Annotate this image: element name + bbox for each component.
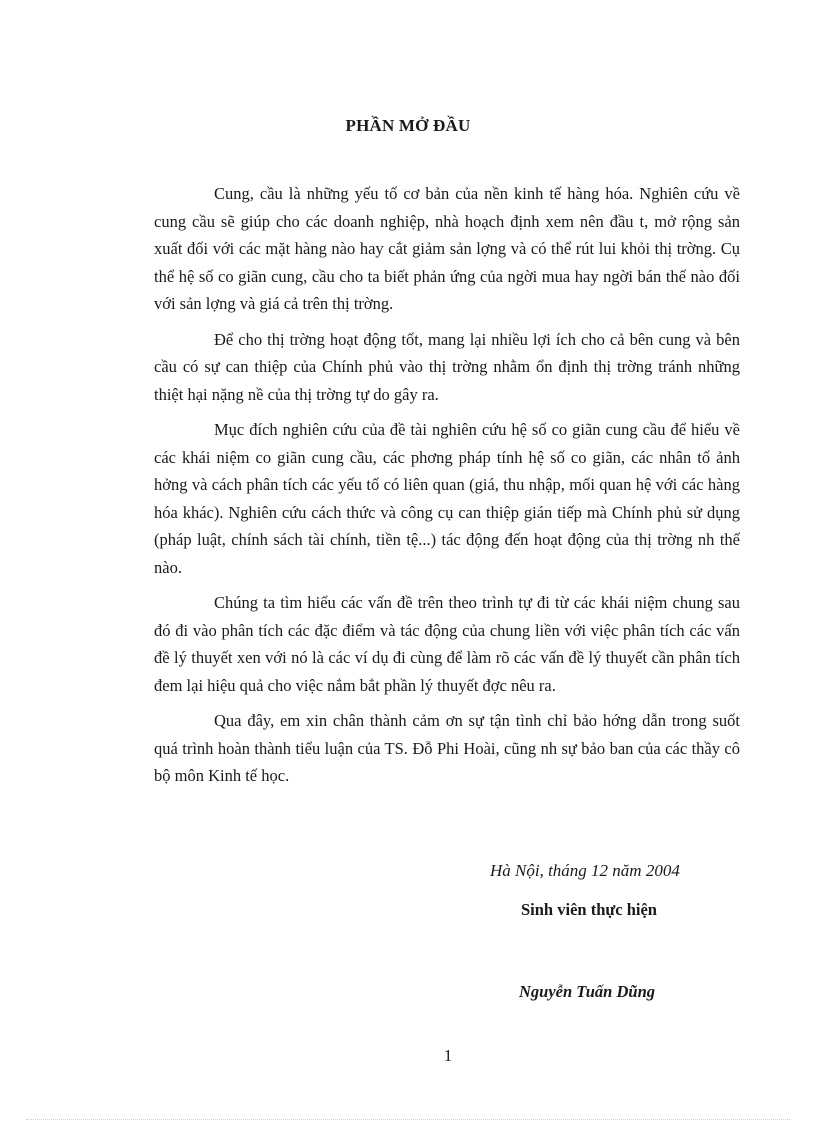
body-text xyxy=(154,180,740,798)
paragraph-intro: Cung, cầu là những yếu tố cơ bản của nền kinh tế hàng hóa. Nghiên cứu về cung cầu sẽ giúp cho các doanh nghiệp, nhà hoạch định xem nên đầu t, mở rộng sản xuất đối với các mặt hàng nào hay cắt giảm sản lợng và có thể rút lui khỏi thị trờng. Cụ thể hệ số co giãn cung, cầu cho ta biết phản ứng của ngời mua hay ngời bán thế nào đối với sản lợng và giá cả trên thị trờng. xyxy=(154,184,740,313)
paragraph-government: Để cho thị trờng hoạt động tốt, mang lại nhiều lợi ích cho cả bên cung và bên cầu có sự can thiệp của Chính phủ vào thị trờng nhằm ổn định thị trờng tránh những thiệt hại nặng nề của thị trờng tự do gây ra. xyxy=(154,329,740,404)
page-number: 1 xyxy=(443,1046,453,1065)
paragraph-approach: Chúng ta tìm hiểu các vấn đề trên theo trình tự đi từ các khái niệm chung sau đó đi vào phân tích các đặc điểm và tác động của chung liền với việc phân tích các vấn đề lý thuyết xen với nó là các ví dụ đi cùng để làm rõ các vấn đề lý thuyết cần phân tích đem lại hiệu quả cho việc nắm bắt phần lý thuyết đợc nêu ra. xyxy=(154,593,740,695)
page-title: PHẦN MỞ ĐẦU xyxy=(345,116,471,135)
signer-role: Sinh viên thực hiện xyxy=(521,900,657,919)
signer-name: Nguyễn Tuấn Dũng xyxy=(519,982,656,1001)
date-line: Hà Nội, tháng 12 năm 2004 xyxy=(490,861,680,880)
paragraph-purpose: Mục đích nghiên cứu của đề tài nghiên cứu hệ số co giãn cung cầu để hiểu về các khái niệm co giãn cung cầu, các phơng pháp tính hệ số co giãn, các nhân tố ảnh hởng và cách phân tích các yếu tố có liên quan (giá, thu nhập, mối quan hệ với các hàng hóa khác). Nghiên cứu cách thức và công cụ can thiệp gián tiếp mà Chính phủ sử dụng (pháp luật, chính sách tài chính, tiền tệ...) tác động đến hoạt động của thị trờng nh thế nào. xyxy=(154,420,740,577)
footer-divider xyxy=(26,1119,790,1120)
paragraph-thanks: Qua đây, em xin chân thành cảm ơn sự tận tình chỉ bảo hớng dẫn trong suốt quá trình hoàn thành tiểu luận của TS. Đỗ Phi Hoài, cũng nh sự bảo ban của các thầy cô bộ môn Kinh tế học. xyxy=(154,711,740,785)
